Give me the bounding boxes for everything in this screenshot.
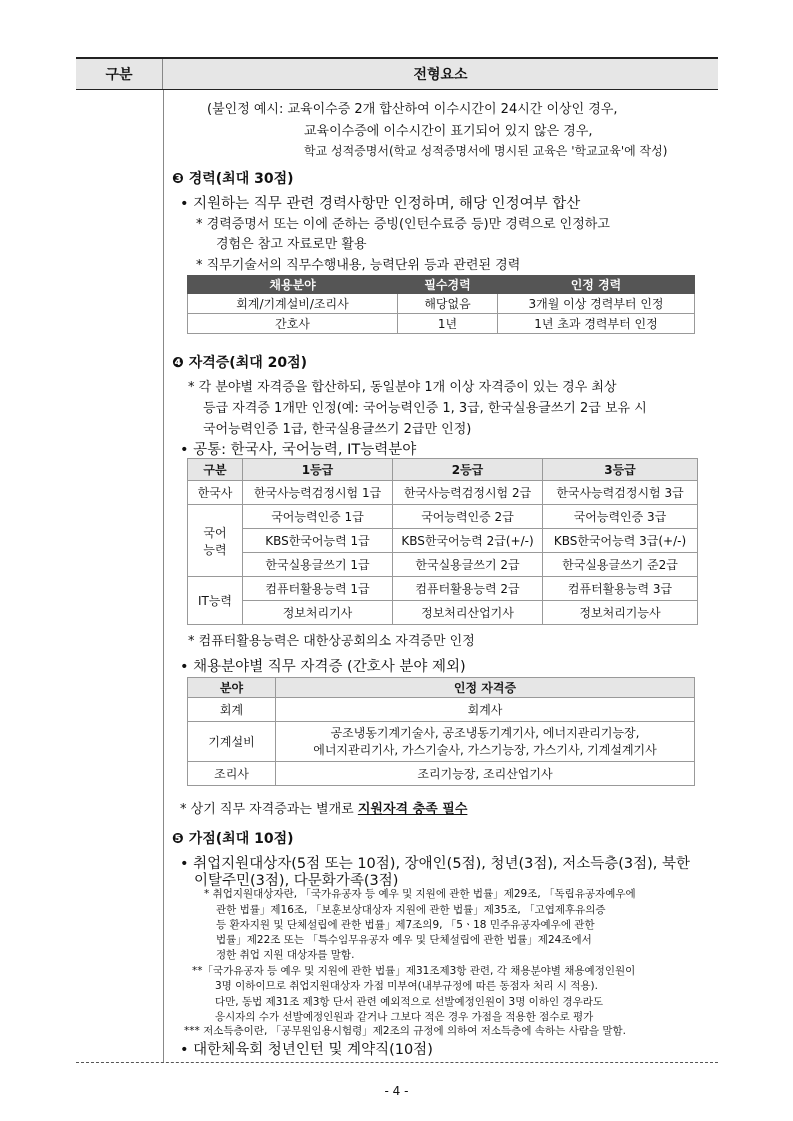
- cert-cell: 컴퓨터활용능력 2급: [393, 577, 543, 601]
- cert-cell: 국어능력인증 1급: [243, 505, 393, 529]
- job-field: 조리사: [188, 762, 276, 786]
- cert-cell: 한국사능력검정시험 1급: [243, 481, 393, 505]
- cert-cell: 컴퓨터활용능력 1급: [243, 577, 393, 601]
- table-row: [188, 698, 695, 722]
- cert-bullet-common: • 공통: 한국사, 국어능력, IT능력분야: [180, 442, 417, 458]
- bonus-note-2d: 응시자의 수가 선발예정인원과 같거나 그보다 적은 경우 가점을 적용한 점수로 평가: [215, 1011, 594, 1023]
- cert-cell: KBS한국어능력 2급(+/-): [393, 529, 543, 553]
- career-th-field: 채용분야: [188, 276, 398, 294]
- career-note-2: * 직무기술서의 직무수행내용, 능력단위 등과 관련된 경력: [196, 258, 521, 273]
- cert-note-3: [180, 798, 467, 817]
- cert-cell: 한국실용글쓰기 2급: [393, 553, 543, 577]
- cert-note-1b: 등급 자격증 1개만 인정(예: 국어능력인증 1, 3급, 한국실용글쓰기 2급 보유 시: [203, 401, 647, 416]
- table-header: [76, 57, 718, 90]
- career-cell: 3개월 이상 경력부터 인정: [498, 294, 695, 314]
- cert-cell: 한국실용글쓰기 1급: [243, 553, 393, 577]
- cert-label-korean-2: 능력: [203, 542, 227, 557]
- bonus-note-2b: 3명 이하이므로 취업지원대상자 가점 미부여(내부규정에 따른 동점자 처리 시 적용).: [215, 980, 598, 992]
- bonus-note-1b: 관한 법률」제16조, 「보훈보상대상자 지원에 관한 법률」제35조, 「고엽제후유의증: [216, 904, 606, 916]
- bonus-note-1c: 등 환자지원 및 단체설립에 관한 법률」제7조의9, 「5ㆍ18 민주유공자예우에 관한: [216, 919, 595, 931]
- cert-note-3-prefix: * 상기 직무 자격증과는 별개로: [180, 802, 358, 817]
- table-row: [188, 722, 695, 762]
- career-th-required: 필수경력: [398, 276, 498, 294]
- cert-label-korean: [188, 505, 243, 577]
- job-cert-table: [187, 677, 695, 786]
- career-cell: 해당없음: [398, 294, 498, 314]
- bonus-note-3: *** 저소득층이란, 「공무원임용시험령」제2조의 규정에 의하여 저소득층에 속하는 사람을 말함.: [184, 1025, 626, 1037]
- bonus-title: ❺ 가점(최대 10점): [172, 831, 294, 847]
- intro-line-3: 학교 성적증명서(학교 성적증명서에 명시된 교육은 '학교교육'에 작성): [304, 144, 668, 158]
- table-row: [188, 294, 695, 314]
- table-row: [188, 553, 698, 577]
- career-title: ❸ 경력(최대 30점): [172, 171, 294, 187]
- job-certs: 회계사: [276, 698, 695, 722]
- cert-cell: 정보처리산업기사: [393, 601, 543, 625]
- table-row: [188, 529, 698, 553]
- cert-cell: KBS한국어능력 3급(+/-): [543, 529, 698, 553]
- career-note-1a: * 경력증명서 또는 이에 준하는 증빙(인턴수료증 등)만 경력으로 인정하고: [196, 217, 610, 232]
- cert-note-3-emphasis: 지원자격 충족 필수: [357, 802, 468, 817]
- table-row: [188, 577, 698, 601]
- cert-cell: 정보처리기사: [243, 601, 393, 625]
- bonus-bullet-2: • 대한체육회 청년인턴 및 계약직(10점): [180, 1042, 433, 1058]
- cert-label-korean-1: 국어: [203, 525, 227, 540]
- cert-table: [187, 458, 698, 625]
- bonus-note-1d: 법률」제22조 또는 「특수임무유공자 예우 및 단체설립에 관한 법률」제24조에서: [216, 934, 592, 946]
- bottom-rule: [76, 1062, 718, 1063]
- table-row: [188, 481, 698, 505]
- job-th-certs: 인정 자격증: [276, 678, 695, 698]
- bonus-note-1e: 정한 취업 지원 대상자를 말함.: [216, 949, 355, 961]
- job-certs: 조리기능장, 조리산업기사: [276, 762, 695, 786]
- career-cell: 1년 초과 경력부터 인정: [498, 314, 695, 334]
- cert-cell: 한국사능력검정시험 3급: [543, 481, 698, 505]
- cert-cell: 한국실용글쓰기 준2급: [543, 553, 698, 577]
- cert-title: ❹ 자격증(최대 20점): [172, 355, 308, 371]
- table-row: [188, 762, 695, 786]
- cert-cell: 한국사능력검정시험 2급: [393, 481, 543, 505]
- job-th-field: 분야: [188, 678, 276, 698]
- page-number: - 4 -: [384, 1084, 409, 1098]
- intro-line-1: (불인정 예시: 교육이수증 2개 합산하여 이수시간이 24시간 이상인 경우,: [207, 102, 618, 117]
- cert-note-1a: * 각 분야별 자격증을 합산하되, 동일분야 1개 이상 자격증이 있는 경우 최상: [188, 380, 617, 395]
- bonus-bullet-1a: • 취업지원대상자(5점 또는 10점), 장애인(5점), 청년(3점), 저소득층(3점), 북한: [180, 856, 691, 872]
- cert-label-it: IT능력: [188, 577, 243, 625]
- career-table: [187, 275, 695, 334]
- job-certs-line-2: 에너지관리기사, 가스기술사, 가스기능장, 가스기사, 기계설계기사: [313, 742, 657, 757]
- cert-cell: 국어능력인증 3급: [543, 505, 698, 529]
- bonus-note-2c: 다만, 동법 제31조 제3항 단서 관련 예외적으로 선발예정인원이 3명 이하인 경우라도: [215, 996, 604, 1008]
- job-certs-line-1: 공조냉동기계기술사, 공조냉동기계기사, 에너지관리기능장,: [330, 725, 640, 740]
- table-row: [188, 314, 695, 334]
- cert-th-category: 구분: [188, 459, 243, 481]
- cert-th-grade3: 3등급: [543, 459, 698, 481]
- bonus-note-1a: * 취업지원대상자란, 「국가유공자 등 예우 및 지원에 관한 법률」제29조, 「독립유공자예우에: [204, 888, 636, 900]
- career-cell: 회계/기계설비/조리사: [188, 294, 398, 314]
- cert-label-history: 한국사: [188, 481, 243, 505]
- column-divider: [163, 90, 164, 1063]
- intro-line-2: 교육이수증에 이수시간이 표기되어 있지 않은 경우,: [304, 124, 593, 139]
- cert-note-1c: 국어능력인증 1급, 한국실용글쓰기 2급만 인정): [203, 422, 472, 437]
- cert-cell: 국어능력인증 2급: [393, 505, 543, 529]
- job-field: 회계: [188, 698, 276, 722]
- bonus-bullet-1b: 이탈주민(3점), 다문화가족(3점): [194, 873, 399, 889]
- cert-cell: KBS한국어능력 1급: [243, 529, 393, 553]
- bonus-note-2a: **「국가유공자 등 예우 및 지원에 관한 법률」제31조제3항 관련, 각 채용분야별 채용예정인원이: [192, 965, 636, 977]
- header-category: 구분: [76, 59, 163, 89]
- table-row: [188, 601, 698, 625]
- cert-note-2: * 컴퓨터활용능력은 대한상공회의소 자격증만 인정: [188, 634, 475, 649]
- cert-th-grade2: 2등급: [393, 459, 543, 481]
- cert-bullet-job: • 채용분야별 직무 자격증 (간호사 분야 제외): [180, 659, 466, 675]
- table-row: [188, 505, 698, 529]
- career-cell: 간호사: [188, 314, 398, 334]
- career-cell: 1년: [398, 314, 498, 334]
- header-elements: 전형요소: [413, 67, 468, 83]
- job-certs: [276, 722, 695, 762]
- cert-th-grade1: 1등급: [243, 459, 393, 481]
- cert-cell: 컴퓨터활용능력 3급: [543, 577, 698, 601]
- career-note-1b: 경험은 참고 자료로만 활용: [216, 237, 367, 252]
- cert-cell: 정보처리기능사: [543, 601, 698, 625]
- job-field: 기계설비: [188, 722, 276, 762]
- career-th-recognized: 인정 경력: [498, 276, 695, 294]
- career-bullet: • 지원하는 직무 관련 경력사항만 인정하며, 해당 인정여부 합산: [180, 196, 581, 212]
